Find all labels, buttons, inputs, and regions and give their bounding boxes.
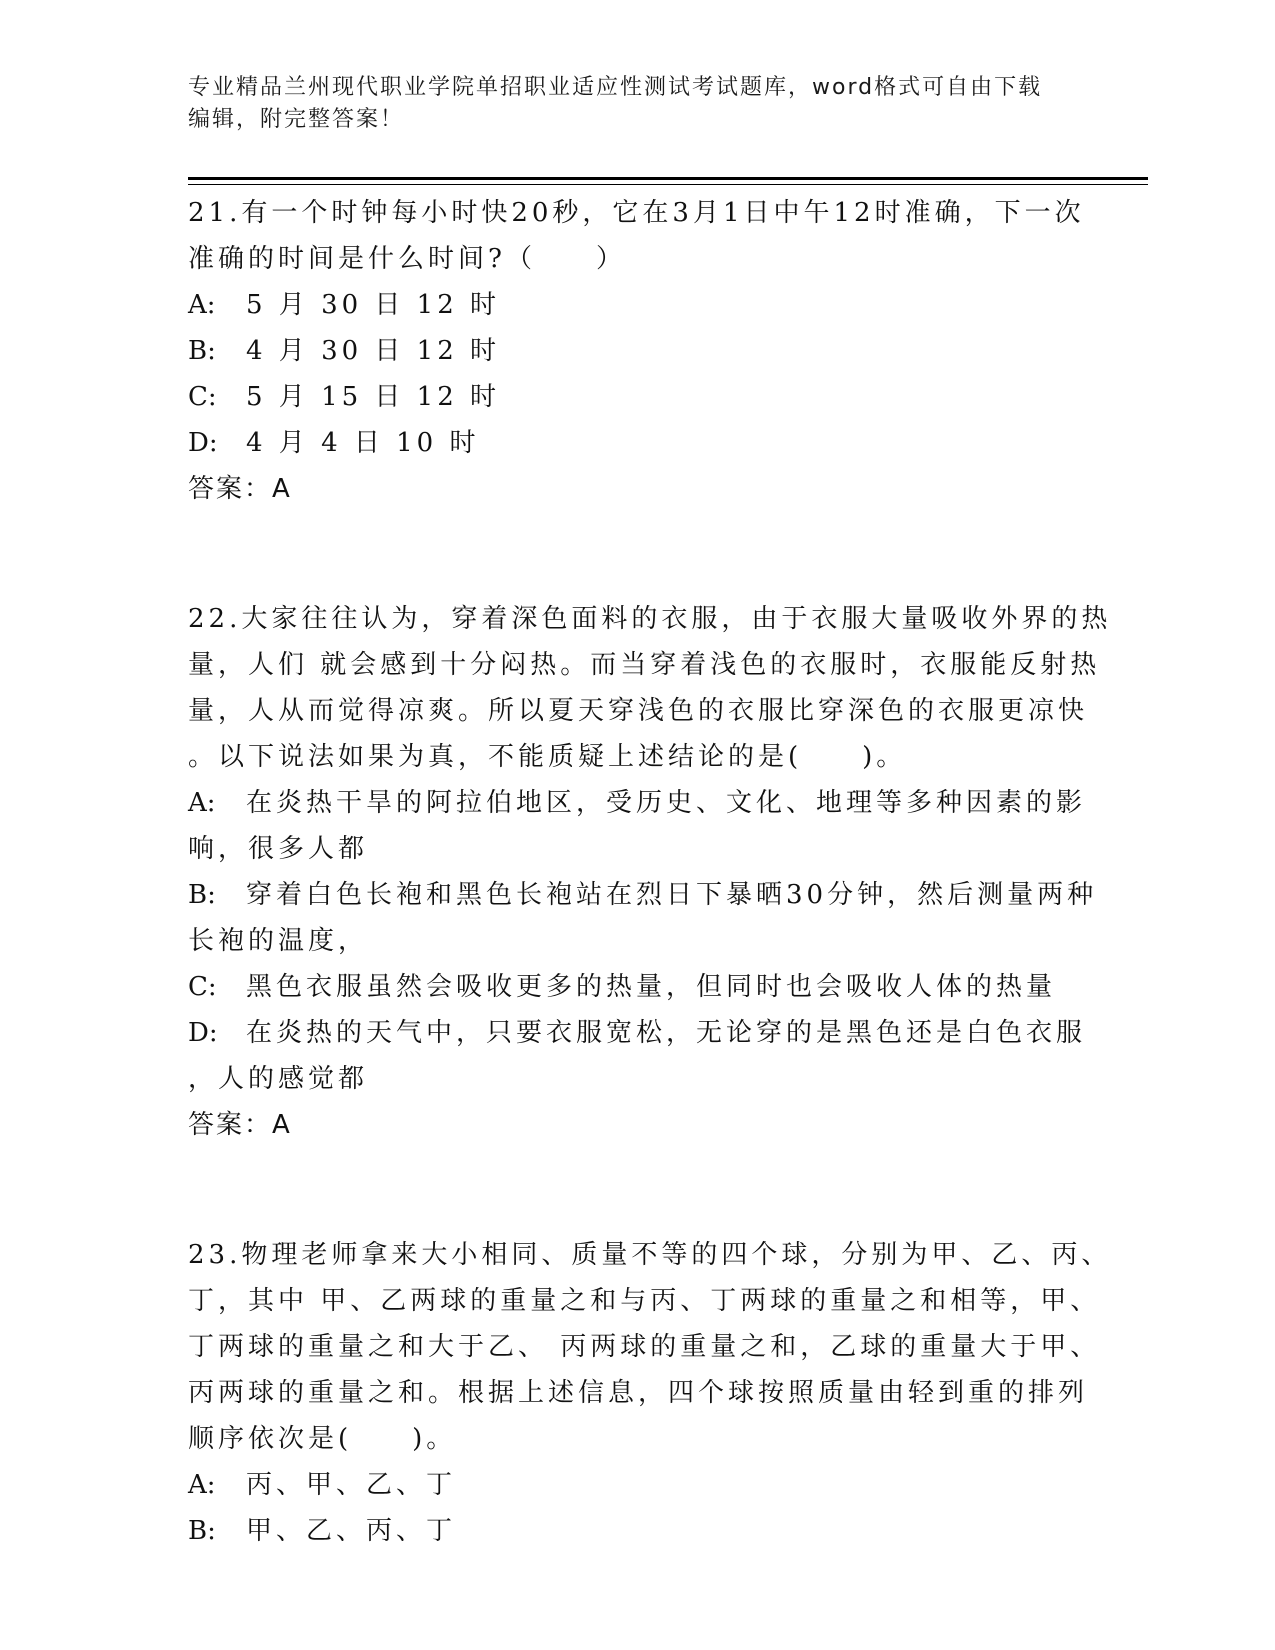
option-text: 在炎热干旱的阿拉伯地区，受历史、文化、地理等多种因素的影: [246, 788, 1087, 818]
question-text-line: 丁，其中 甲、乙两球的重量之和与丙、丁两球的重量之和相等，甲、: [188, 1286, 1101, 1316]
document-header: [188, 72, 1088, 136]
option-letter: B:: [188, 880, 216, 910]
option-letter: A:: [188, 1470, 216, 1500]
question-21: [188, 190, 1088, 512]
answer-line: 答案：A: [188, 474, 292, 504]
option-letter: D:: [188, 428, 218, 458]
option-text: 5 月 30 日 12 时: [246, 290, 501, 320]
question-text-line: 量，人从而觉得凉爽。所以夏天穿浅色的衣服比穿深色的衣服更凉快: [188, 696, 1089, 726]
option-text: 在炎热的天气中，只要衣服宽松，无论穿的是黑色还是白色衣服: [246, 1018, 1087, 1048]
option-c: [188, 374, 1088, 420]
question-text-line: 顺序依次是( )。: [188, 1424, 457, 1454]
option-text: 黑色衣服虽然会吸收更多的热量，但同时也会吸收人体的热量: [246, 972, 1057, 1002]
question-text-line: 21.有一个时钟每小时快20秒，它在3月1日中午12时准确，下一次: [188, 198, 1085, 228]
header-rule-thin: [188, 184, 1148, 185]
option-continuation: ，人的感觉都: [188, 1064, 369, 1094]
header-line-2: 编辑，附完整答案！: [188, 107, 405, 132]
option-text: 4 月 30 日 12 时: [246, 336, 501, 366]
option-letter: B:: [188, 336, 216, 366]
option-d: [188, 420, 1088, 466]
question-22: [188, 596, 1112, 1148]
option-text: 4 月 4 日 10 时: [246, 428, 480, 458]
option-b: [188, 872, 1098, 918]
question-text-line: 准确的时间是什么时间?（ ）: [188, 244, 626, 274]
option-letter: D:: [188, 1018, 218, 1048]
option-continuation: 响，很多人都: [188, 834, 369, 864]
header-rule-thick: [188, 177, 1148, 180]
option-c: [188, 964, 1088, 1010]
answer-line: 答案：A: [188, 1110, 292, 1140]
option-text: 穿着白色长袍和黑色长袍站在烈日下暴晒30分钟，然后测量两种: [246, 880, 1098, 910]
question-text-line: 丁两球的重量之和大于乙、 丙两球的重量之和，乙球的重量大于甲、: [188, 1332, 1101, 1362]
option-letter: B:: [188, 1516, 216, 1546]
question-list: [188, 190, 1112, 1554]
question-spacer: [188, 1148, 1088, 1232]
option-d: [188, 1010, 1088, 1056]
question-23: [188, 1232, 1112, 1554]
question-spacer: [188, 512, 1088, 596]
option-b: [188, 1508, 1088, 1554]
question-text-line: 。以下说法如果为真，不能质疑上述结论的是( )。: [188, 742, 907, 772]
option-a: [188, 1462, 1088, 1508]
option-text: 丙、甲、乙、丁: [246, 1470, 457, 1500]
option-a: [188, 282, 1088, 328]
option-text: 5 月 15 日 12 时: [246, 382, 501, 412]
question-text-line: 23.物理老师拿来大小相同、质量不等的四个球，分别为甲、乙、丙、: [188, 1240, 1112, 1270]
question-text-line: 量，人们 就会感到十分闷热。而当穿着浅色的衣服时，衣服能反射热: [188, 650, 1101, 680]
option-continuation: 长袍的温度，: [188, 926, 369, 956]
question-text-line: 丙两球的重量之和。根据上述信息，四个球按照质量由轻到重的排列: [188, 1378, 1089, 1408]
option-letter: A:: [188, 290, 216, 320]
option-a: [188, 780, 1088, 826]
option-text: 甲、乙、丙、丁: [246, 1516, 457, 1546]
question-text-line: 22.大家往往认为，穿着深色面料的衣服，由于衣服大量吸收外界的热: [188, 604, 1112, 634]
option-letter: A:: [188, 788, 216, 818]
header-line-1: 专业精品兰州现代职业学院单招职业适应性测试考试题库，word格式可自由下载: [188, 75, 1043, 100]
option-b: [188, 328, 1088, 374]
option-letter: C:: [188, 972, 217, 1002]
option-letter: C:: [188, 382, 217, 412]
